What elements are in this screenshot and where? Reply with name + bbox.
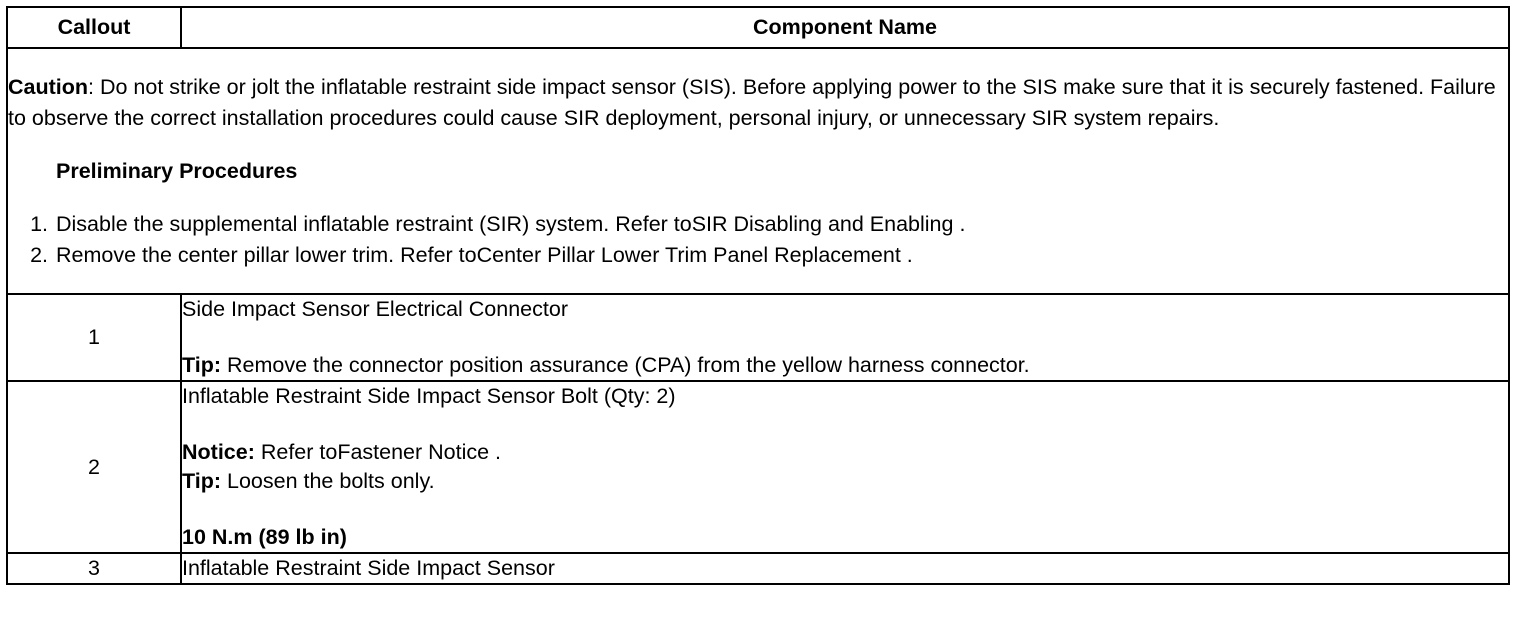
table-row	[7, 381, 1509, 553]
caution-label: Caution	[8, 74, 89, 99]
table-row	[7, 553, 1509, 584]
tip-text: Loosen the bolts only.	[221, 469, 435, 493]
step-text: Disable the supplemental inflatable restraint (SIR) system. Refer toSIR Disabling and Enabling .	[56, 211, 966, 236]
step-number: 1.	[30, 211, 48, 236]
notice-label: Notice:	[182, 440, 255, 464]
caution-text: : Do not strike or jolt the inflatable restraint side impact sensor (SIS). Before applying power to the SIS make sure that it is securely fastened. Failure to observe the correct installation procedures could cause SIR deployment, personal injury, or unnecessary SIR system repairs.	[8, 74, 1496, 130]
callout-table	[6, 6, 1510, 585]
component-cell	[181, 294, 1509, 381]
tip-line	[182, 467, 1508, 496]
component-cell	[181, 553, 1509, 584]
component-cell	[181, 381, 1509, 553]
notice-line	[182, 438, 1508, 467]
step-text: Remove the center pillar lower trim. Refer toCenter Pillar Lower Trim Panel Replacement .	[56, 242, 913, 267]
callout-number: 3	[7, 553, 181, 584]
caution-paragraph	[8, 72, 1508, 134]
component-name: Side Impact Sensor Electrical Connector	[182, 297, 568, 321]
table-row	[7, 294, 1509, 381]
component-name: Inflatable Restraint Side Impact Sensor Bolt (Qty: 2)	[182, 384, 676, 408]
tip-text: Remove the connector position assurance (CPA) from the yellow harness connector.	[221, 353, 1030, 377]
tip-line	[182, 351, 1508, 380]
caution-cell	[7, 48, 1509, 294]
tip-label: Tip:	[182, 353, 222, 377]
header-row	[7, 7, 1509, 48]
notice-text: Refer toFastener Notice .	[254, 440, 502, 464]
preliminary-procedures-title: Preliminary Procedures	[56, 158, 298, 183]
step-number: 2.	[30, 242, 48, 267]
callout-number: 1	[7, 294, 181, 381]
component-name-header: Component Name	[181, 7, 1509, 48]
list-item	[8, 209, 1508, 240]
callout-number: 2	[7, 381, 181, 553]
caution-row	[7, 48, 1509, 294]
callout-header: Callout	[7, 7, 181, 48]
component-name: Inflatable Restraint Side Impact Sensor	[182, 556, 555, 580]
tip-label: Tip:	[182, 469, 222, 493]
list-item	[8, 240, 1508, 271]
preliminary-steps-list	[8, 209, 1508, 271]
torque-spec: 10 N.m (89 lb in)	[182, 525, 347, 549]
